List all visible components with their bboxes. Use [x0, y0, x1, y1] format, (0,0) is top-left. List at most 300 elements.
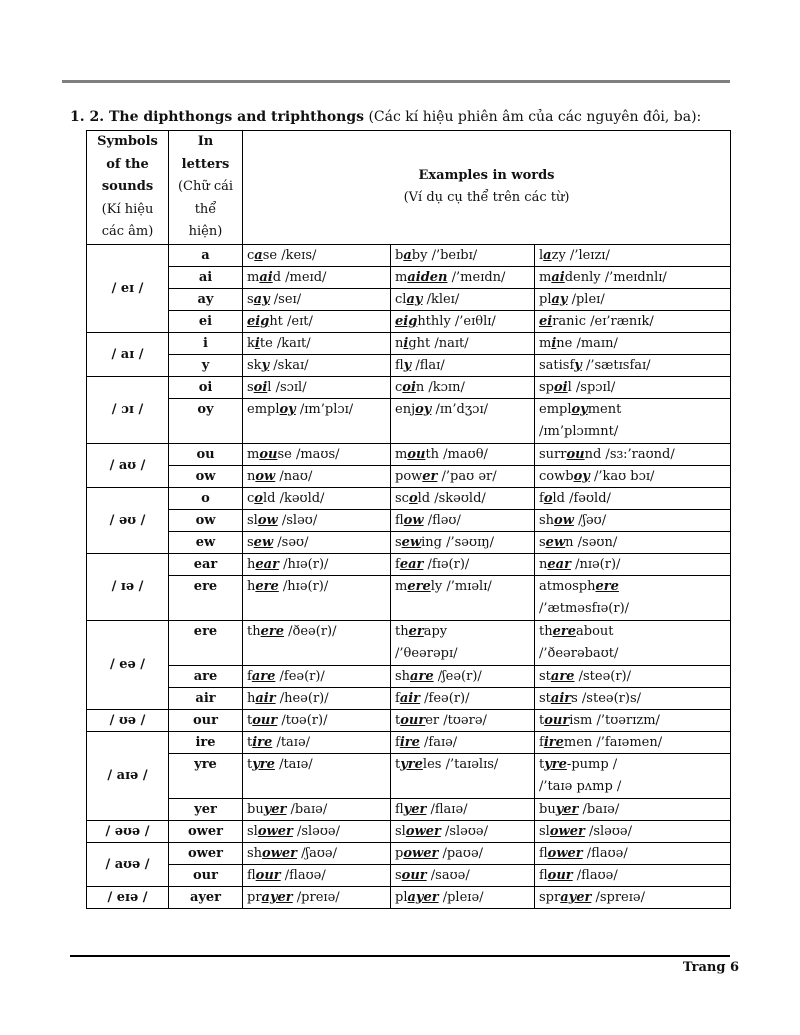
- word-prefix: k: [247, 335, 255, 351]
- highlighted-letters: eig: [395, 313, 418, 329]
- letter-cell: ower: [169, 842, 243, 864]
- example-cell: [535, 376, 731, 398]
- word-rest: /taɪə/: [276, 734, 311, 750]
- word-rest: ism /’tʊərɪzm/: [569, 712, 660, 728]
- table-row: [87, 864, 731, 886]
- word-prefix: l: [539, 247, 544, 263]
- word-rest: ment /ɪm’plɔɪmnt/: [539, 401, 622, 439]
- word-prefix: h: [247, 578, 256, 594]
- word-rest: l /spɔɪl/: [567, 379, 616, 395]
- example-cell: [391, 531, 535, 553]
- sound-symbol: / aɪə /: [87, 731, 169, 820]
- word-prefix: cl: [395, 291, 407, 307]
- highlighted-letters: ai: [259, 269, 273, 285]
- highlighted-letters: y: [403, 357, 412, 373]
- word-prefix: c: [247, 490, 255, 506]
- word-rest: /’paʊ ər/: [441, 468, 497, 484]
- example-cell: [391, 886, 535, 908]
- word-rest: /ɪn’dʒɔɪ/: [435, 401, 489, 417]
- highlighted-letters: our: [255, 867, 281, 883]
- word-rest: /pleɪə/: [442, 889, 484, 905]
- word-rest: /flaʊə/: [586, 845, 628, 861]
- highlighted-letters: ower: [403, 845, 439, 861]
- highlighted-letters: ow: [554, 512, 574, 528]
- letter-cell: i: [169, 332, 243, 354]
- highlighted-letters: our: [544, 712, 570, 728]
- highlighted-letters: er: [408, 623, 424, 639]
- highlighted-letters: o: [254, 490, 263, 506]
- word-rest: /hɪə(r)/: [283, 556, 329, 572]
- word-rest: /naʊ/: [279, 468, 313, 484]
- word-rest: ly /’mɪəlɪ/: [430, 578, 492, 594]
- word-prefix: sh: [539, 512, 555, 528]
- letter-cell: ower: [169, 820, 243, 842]
- highlighted-letters: yer: [263, 801, 287, 817]
- example-cell: [535, 531, 731, 553]
- word-rest: /skaɪ/: [273, 357, 309, 373]
- word-rest: /’kaʊ bɔɪ/: [593, 468, 655, 484]
- word-rest: /hɪə(r)/: [282, 578, 329, 594]
- example-cell: [243, 398, 391, 443]
- highlighted-letters: ow: [255, 468, 276, 484]
- example-cell: [243, 376, 391, 398]
- word-rest: ld /fəʊld/: [552, 490, 611, 506]
- highlighted-letters: aiden: [407, 269, 448, 285]
- top-rule: [62, 80, 730, 83]
- highlighted-letters: are: [550, 668, 575, 684]
- word-rest: /heə(r)/: [279, 690, 329, 706]
- word-prefix: s: [247, 379, 254, 395]
- example-cell: [243, 820, 391, 842]
- highlighted-letters: are: [410, 668, 434, 684]
- word-prefix: s: [539, 534, 546, 550]
- word-prefix: sp: [539, 379, 554, 395]
- highlighted-letters: ere: [407, 578, 431, 594]
- example-cell: [391, 398, 535, 443]
- sound-symbol: / ʊə /: [87, 709, 169, 731]
- sound-symbol: / əʊ /: [87, 487, 169, 553]
- word-rest: er /tʊərə/: [425, 712, 487, 728]
- highlighted-letters: a: [403, 247, 412, 263]
- table-row: [87, 288, 731, 310]
- example-cell: [243, 620, 391, 665]
- table-row: [87, 753, 731, 798]
- table-row: [87, 465, 731, 487]
- word-prefix: t: [247, 712, 253, 728]
- highlighted-letters: our: [400, 712, 426, 728]
- header-examples: Examples in words (Ví dụ cụ thể trên các từ): [243, 131, 731, 245]
- word-rest: /preɪə/: [296, 889, 340, 905]
- word-rest: by /’beɪbɪ/: [411, 247, 478, 263]
- example-cell: [391, 376, 535, 398]
- letter-cell: ou: [169, 443, 243, 465]
- highlighted-letters: yre: [400, 756, 423, 772]
- word-rest: denly /’meɪdnlɪ/: [564, 269, 667, 285]
- word-prefix: c: [247, 247, 255, 263]
- example-cell: [535, 398, 731, 443]
- example-cell: [391, 487, 535, 509]
- letter-cell: oy: [169, 398, 243, 443]
- highlighted-letters: ere: [255, 578, 279, 594]
- heading-bold: 1. 2. The diphthongs and triphthongs: [70, 109, 365, 125]
- word-prefix: m: [395, 269, 408, 285]
- highlighted-letters: oy: [279, 401, 296, 417]
- word-prefix: surr: [539, 446, 567, 462]
- example-cell: [243, 509, 391, 531]
- highlighted-letters: y: [574, 357, 582, 373]
- letter-cell: a: [169, 244, 243, 266]
- example-cell: [391, 665, 535, 687]
- word-prefix: s: [247, 534, 254, 550]
- word-rest: ing /’səʊɪŋ/: [421, 534, 494, 550]
- letter-cell: air: [169, 687, 243, 709]
- word-prefix: t: [539, 712, 545, 728]
- word-prefix: t: [539, 756, 545, 772]
- highlighted-letters: our: [252, 712, 278, 728]
- example-cell: [243, 244, 391, 266]
- example-cell: [243, 842, 391, 864]
- highlighted-letters: oy: [415, 401, 432, 417]
- word-rest: /flaɪ/: [415, 357, 445, 373]
- letter-cell: ay: [169, 288, 243, 310]
- highlighted-letters: ower: [405, 823, 441, 839]
- word-prefix: bu: [247, 801, 264, 817]
- highlighted-letters: ire: [399, 734, 420, 750]
- word-rest: /’meɪdn/: [451, 269, 506, 285]
- highlighted-letters: ew: [545, 534, 566, 550]
- word-prefix: spr: [539, 889, 561, 905]
- word-rest: /ʃaʊə/: [301, 845, 337, 861]
- table-row: [87, 310, 731, 332]
- example-cell: [535, 310, 731, 332]
- table-row: [87, 244, 731, 266]
- highlighted-letters: ay: [551, 291, 568, 307]
- letter-cell: our: [169, 709, 243, 731]
- phonetics-table: [86, 130, 731, 909]
- word-rest: /’sætɪsfaɪ/: [586, 357, 651, 373]
- example-cell: [243, 864, 391, 886]
- example-cell: [391, 575, 535, 620]
- example-cell: [243, 531, 391, 553]
- example-cell: [391, 842, 535, 864]
- word-rest: /flaʊə/: [576, 867, 618, 883]
- word-prefix: pl: [395, 889, 408, 905]
- letter-cell: yre: [169, 753, 243, 798]
- example-cell: [243, 487, 391, 509]
- word-rest: nd /sɜ:’raʊnd/: [584, 446, 675, 462]
- word-rest: /fɪə(r)/: [427, 556, 470, 572]
- letter-cell: ayer: [169, 886, 243, 908]
- word-rest: /steə(r)/: [578, 668, 631, 684]
- highlighted-letters: air: [550, 690, 572, 706]
- highlighted-letters: ew: [401, 534, 422, 550]
- word-prefix: bu: [539, 801, 556, 817]
- table-row: [87, 398, 731, 443]
- highlighted-letters: are: [251, 668, 276, 684]
- highlighted-letters: yer: [403, 801, 427, 817]
- example-cell: [535, 665, 731, 687]
- example-cell: [535, 509, 731, 531]
- table-row: [87, 620, 731, 665]
- example-cell: [391, 244, 535, 266]
- table-row: [87, 487, 731, 509]
- word-rest: /səʊ/: [277, 534, 309, 550]
- word-rest: /nɪə(r)/: [575, 556, 621, 572]
- word-prefix: pr: [247, 889, 262, 905]
- word-prefix: m: [247, 446, 260, 462]
- word-rest: /sləʊə/: [588, 823, 633, 839]
- word-prefix: fl: [539, 867, 548, 883]
- letter-cell: ow: [169, 509, 243, 531]
- table-row: [87, 665, 731, 687]
- word-rest: /paʊə/: [442, 845, 484, 861]
- table-row: [87, 709, 731, 731]
- table-row: [87, 509, 731, 531]
- example-cell: [243, 310, 391, 332]
- word-prefix: sh: [395, 668, 411, 684]
- highlighted-letters: oi: [402, 379, 416, 395]
- highlighted-letters: o: [543, 490, 553, 506]
- word-prefix: th: [539, 623, 553, 639]
- example-cell: [243, 753, 391, 798]
- highlighted-letters: a: [543, 247, 552, 263]
- word-prefix: fl: [395, 801, 404, 817]
- table-row: [87, 443, 731, 465]
- word-rest: /spreɪə/: [595, 889, 645, 905]
- word-rest: /flaɪə/: [430, 801, 468, 817]
- example-cell: [535, 820, 731, 842]
- word-prefix: sl: [539, 823, 550, 839]
- example-cell: [391, 553, 535, 575]
- word-rest: /ɪm’plɔɪ/: [299, 401, 354, 417]
- example-cell: [243, 266, 391, 288]
- word-prefix: cowb: [539, 468, 574, 484]
- word-prefix: m: [395, 578, 408, 594]
- sound-symbol: / əʊə /: [87, 820, 169, 842]
- word-prefix: n: [539, 556, 548, 572]
- table-row: [87, 575, 731, 620]
- word-prefix: m: [539, 335, 552, 351]
- word-rest: /faɪə/: [424, 734, 458, 750]
- sound-symbol: / aʊ /: [87, 443, 169, 487]
- heading-note: (Các kí hiệu phiên âm của các nguyên đôi, ba):: [364, 109, 702, 125]
- sound-symbol: / eɪə /: [87, 886, 169, 908]
- highlighted-letters: i: [551, 335, 557, 351]
- word-prefix: pl: [539, 291, 552, 307]
- highlighted-letters: ou: [566, 446, 585, 462]
- word-rest: ht /eɪt/: [269, 313, 313, 329]
- word-prefix: st: [539, 690, 551, 706]
- word-rest: /sləʊə/: [296, 823, 341, 839]
- letter-cell: ere: [169, 620, 243, 665]
- word-prefix: pow: [395, 468, 423, 484]
- example-cell: [391, 731, 535, 753]
- word-rest: se /keɪs/: [262, 247, 317, 263]
- bottom-rule: [70, 955, 730, 957]
- word-rest: /ðeə(r)/: [288, 623, 337, 639]
- word-rest: /seɪ/: [273, 291, 302, 307]
- word-rest: -pump / /’taɪə pʌmp /: [539, 756, 622, 794]
- word-prefix: h: [247, 690, 256, 706]
- word-rest: ld /skəʊld/: [417, 490, 486, 506]
- highlighted-letters: yre: [544, 756, 567, 772]
- word-prefix: fl: [395, 512, 404, 528]
- example-cell: [535, 553, 731, 575]
- word-prefix: m: [247, 269, 260, 285]
- letter-cell: our: [169, 864, 243, 886]
- example-cell: [535, 620, 731, 665]
- highlighted-letters: ire: [543, 734, 564, 750]
- word-rest: about /’ðeərəbaʊt/: [539, 623, 619, 661]
- highlighted-letters: ere: [595, 578, 619, 594]
- example-cell: [243, 443, 391, 465]
- word-prefix: f: [539, 734, 544, 750]
- word-rest: /ʃeə(r)/: [437, 668, 482, 684]
- highlighted-letters: ower: [257, 823, 293, 839]
- word-prefix: fl: [247, 867, 256, 883]
- highlighted-letters: yre: [252, 756, 275, 772]
- highlighted-letters: our: [547, 867, 573, 883]
- example-cell: [535, 864, 731, 886]
- word-rest: /sləʊə/: [444, 823, 489, 839]
- letter-cell: ere: [169, 575, 243, 620]
- example-cell: [391, 509, 535, 531]
- word-rest: ranic /eɪ’rænɪk/: [552, 313, 654, 329]
- highlighted-letters: ear: [399, 556, 424, 572]
- example-cell: [391, 443, 535, 465]
- table-row: [87, 798, 731, 820]
- word-rest: les /’taɪəlɪs/: [422, 756, 499, 772]
- highlighted-letters: ayer: [407, 889, 439, 905]
- example-cell: [535, 731, 731, 753]
- example-cell: [391, 266, 535, 288]
- table-row: [87, 886, 731, 908]
- letter-cell: y: [169, 354, 243, 376]
- table-row: [87, 687, 731, 709]
- example-cell: [243, 553, 391, 575]
- highlighted-letters: ower: [547, 845, 583, 861]
- table-row: [87, 553, 731, 575]
- word-prefix: s: [247, 291, 254, 307]
- word-prefix: th: [247, 623, 261, 639]
- word-rest: /feə(r)/: [279, 668, 325, 684]
- word-prefix: h: [247, 556, 256, 572]
- highlighted-letters: yer: [555, 801, 579, 817]
- highlighted-letters: er: [422, 468, 438, 484]
- word-rest: /saʊə/: [430, 867, 470, 883]
- highlighted-letters: oy: [573, 468, 590, 484]
- example-cell: [391, 798, 535, 820]
- example-cell: [535, 244, 731, 266]
- example-cell: [243, 665, 391, 687]
- word-rest: /taɪə/: [279, 756, 313, 772]
- word-rest: s /steə(r)s/: [571, 690, 641, 706]
- table-row: [87, 266, 731, 288]
- word-rest: zy /’leɪzɪ/: [551, 247, 610, 263]
- word-rest: /sləʊ/: [281, 512, 318, 528]
- sound-symbol: / aʊə /: [87, 842, 169, 886]
- word-prefix: satisf: [539, 357, 575, 373]
- header-symbols: Symbols of the sounds (Kí hiệu các âm): [87, 131, 169, 245]
- word-rest: n /kɔɪn/: [415, 379, 465, 395]
- highlighted-letters: i: [403, 335, 409, 351]
- word-prefix: th: [395, 623, 409, 639]
- example-cell: [391, 354, 535, 376]
- highlighted-letters: oi: [253, 379, 268, 395]
- header-letters: In letters (Chữ cái thể hiện): [169, 131, 243, 245]
- example-cell: [535, 443, 731, 465]
- table-row: [87, 354, 731, 376]
- example-cell: [243, 575, 391, 620]
- example-cell: [391, 288, 535, 310]
- word-prefix: f: [395, 734, 400, 750]
- example-cell: [535, 266, 731, 288]
- table-row: [87, 376, 731, 398]
- word-prefix: t: [247, 734, 253, 750]
- word-prefix: fl: [539, 845, 548, 861]
- letter-cell: ow: [169, 465, 243, 487]
- letter-cell: oi: [169, 376, 243, 398]
- highlighted-letters: ay: [253, 291, 270, 307]
- word-prefix: s: [395, 867, 402, 883]
- highlighted-letters: ayer: [261, 889, 293, 905]
- example-cell: [535, 842, 731, 864]
- example-cell: [535, 332, 731, 354]
- example-cell: [535, 687, 731, 709]
- letter-cell: ew: [169, 531, 243, 553]
- example-cell: [535, 354, 731, 376]
- word-rest: ght /naɪt/: [408, 335, 469, 351]
- example-cell: [391, 709, 535, 731]
- example-cell: [535, 575, 731, 620]
- word-prefix: sh: [247, 845, 263, 861]
- highlighted-letters: ower: [262, 845, 298, 861]
- highlighted-letters: ei: [539, 313, 553, 329]
- word-rest: /fləʊ/: [427, 512, 461, 528]
- sound-symbol: / eə /: [87, 620, 169, 709]
- word-prefix: empl: [247, 401, 280, 417]
- highlighted-letters: a: [254, 247, 263, 263]
- table-row: [87, 332, 731, 354]
- word-prefix: t: [247, 756, 253, 772]
- word-prefix: s: [395, 534, 402, 550]
- example-cell: [535, 487, 731, 509]
- word-prefix: enj: [395, 401, 416, 417]
- example-cell: [535, 753, 731, 798]
- example-cell: [535, 886, 731, 908]
- highlighted-letters: ay: [406, 291, 423, 307]
- highlighted-letters: ere: [260, 623, 285, 639]
- sound-symbol: / eɪ /: [87, 244, 169, 332]
- example-cell: [391, 465, 535, 487]
- word-prefix: t: [395, 756, 401, 772]
- highlighted-letters: ear: [547, 556, 571, 572]
- highlighted-letters: ire: [252, 734, 273, 750]
- page-number: Trang 6: [682, 960, 739, 975]
- word-rest: /pleɪ/: [571, 291, 605, 307]
- word-prefix: f: [395, 556, 400, 572]
- word-rest: /kleɪ/: [426, 291, 460, 307]
- word-prefix: fl: [395, 357, 404, 373]
- word-prefix: sk: [247, 357, 262, 373]
- table-row: [87, 842, 731, 864]
- word-rest: ld /kəʊld/: [262, 490, 325, 506]
- highlighted-letters: o: [408, 490, 418, 506]
- example-cell: [243, 687, 391, 709]
- letter-cell: ei: [169, 310, 243, 332]
- sound-symbol: / aɪ /: [87, 332, 169, 376]
- word-rest: te /kaɪt/: [259, 335, 311, 351]
